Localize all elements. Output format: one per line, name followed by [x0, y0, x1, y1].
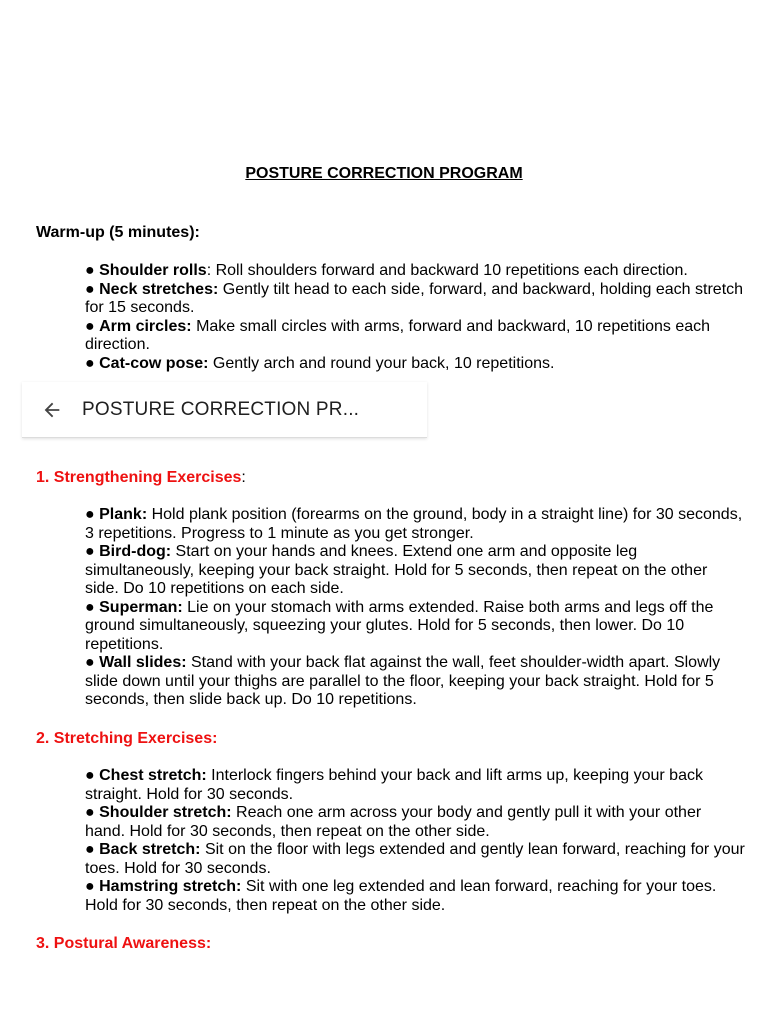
list-item: ● Plank: Hold plank position (forearms on the ground, body in a straight line) for 30 seconds, 3 repetitions. Progress to 1 minute as you get stronger.: [85, 506, 743, 542]
list-item: ● Bird-dog: Start on your hands and knees. Extend one arm and opposite leg simultaneously, keeping your back straight. Hold for 5 seconds, then repeat on the other side. Do 10 repetitions on each side.: [85, 543, 708, 597]
warmup-list: [85, 262, 745, 373]
section-heading-stretching: 2. Stretching Exercises:: [36, 730, 218, 747]
list-item: ● Cat-cow pose: Gently arch and round your back, 10 repetitions.: [85, 354, 555, 372]
strengthening-list: [85, 506, 745, 710]
list-item: ● Hamstring stretch: Sit with one leg extended and lean forward, reaching for your toes. Hold for 30 seconds, then repeat on the other side.: [85, 878, 717, 914]
document-title: POSTURE CORRECTION PROGRAM: [245, 165, 523, 182]
list-item: ● Chest stretch: Interlock fingers behind your back and lift arms up, keeping your back straight. Hold for 30 seconds.: [85, 767, 703, 803]
stretching-list: [85, 767, 745, 915]
toolbar-title: POSTURE CORRECTION PR...: [82, 398, 360, 420]
section-heading-strengthening: 1. Strengthening Exercises:: [36, 469, 246, 486]
section-heading-postural-awareness: 3. Postural Awareness:: [36, 935, 212, 952]
list-item: ● Neck stretches: Gently tilt head to each side, forward, and backward, holding each stretch for 15 seconds.: [85, 280, 744, 316]
warmup-heading: Warm-up (5 minutes):: [36, 224, 200, 241]
list-item: ● Wall slides: Stand with your back flat against the wall, feet shoulder-width apart. Slowly slide down until your thighs are parallel to the floor, keeping your back straight. Hold for 5 seconds, then slide back up. Do 10 repetitions.: [85, 654, 721, 708]
list-item: ● Shoulder stretch: Reach one arm across your body and gently pull it with your other hand. Hold for 30 seconds, then repeat on the other side.: [85, 804, 702, 840]
back-button[interactable]: [22, 382, 82, 437]
document-toolbar: [22, 382, 427, 438]
list-item: ● Superman: Lie on your stomach with arms extended. Raise both arms and legs off the ground simultaneously, squeezing your glutes. Hold for 5 seconds, then lower. Do 10 repetitions.: [85, 598, 714, 653]
list-item: ● Back stretch: Sit on the floor with legs extended and gently lean forward, reaching for your toes. Hold for 30 seconds.: [85, 841, 745, 877]
arrow-left-icon: [41, 399, 63, 421]
list-item: ● Arm circles: Make small circles with arms, forward and backward, 10 repetitions each direction.: [85, 317, 711, 353]
list-item: ● Shoulder rolls: Roll shoulders forward and backward 10 repetitions each direction.: [85, 262, 688, 279]
